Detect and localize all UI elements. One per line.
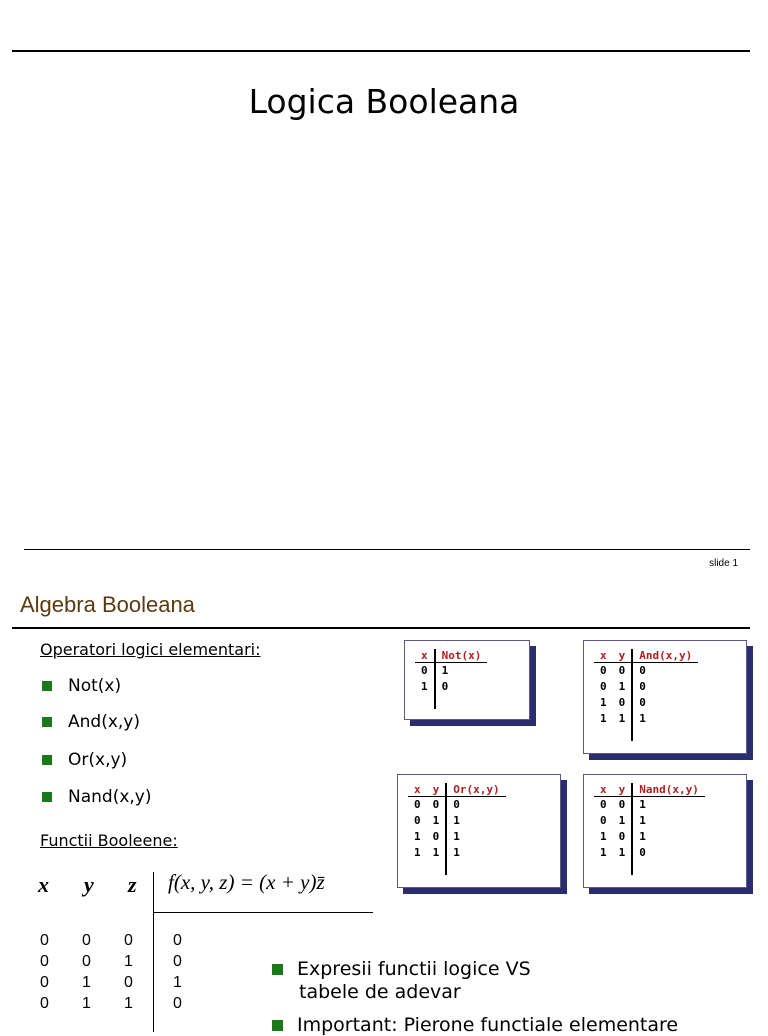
note-bullet bbox=[272, 958, 531, 980]
table-cell: 0 bbox=[173, 995, 182, 1012]
table-cell: 0 bbox=[435, 679, 488, 695]
table-header: y bbox=[613, 783, 633, 797]
table-cell: 0 bbox=[40, 995, 49, 1012]
table-header: And(x,y) bbox=[632, 649, 698, 663]
operator-item bbox=[42, 787, 152, 807]
table-cell: 1 bbox=[124, 953, 133, 970]
function-formula: f(x, y, z) = (x + y)z̄ bbox=[168, 870, 325, 894]
bullet-square-icon bbox=[42, 755, 52, 765]
column-header-z: z bbox=[128, 872, 137, 897]
table-cell: 1 bbox=[446, 845, 505, 861]
operator-label: And(x,y) bbox=[68, 712, 140, 732]
not-table bbox=[404, 640, 530, 720]
note-text: Expresii functii logice VS bbox=[297, 958, 531, 980]
table-cell: 0 bbox=[632, 679, 698, 695]
table-cell: 1 bbox=[600, 846, 607, 859]
table-cell: 0 bbox=[82, 953, 91, 970]
table-cell: 0 bbox=[600, 814, 607, 827]
bullet-square-icon bbox=[272, 1020, 283, 1031]
operator-label: Or(x,y) bbox=[68, 750, 128, 770]
slide2-title: Algebra Booleana bbox=[20, 592, 195, 617]
table-cell: 1 bbox=[618, 680, 626, 693]
bullet-square-icon bbox=[42, 681, 52, 691]
table-cell: 0 bbox=[124, 932, 133, 949]
table-cell: 1 bbox=[632, 797, 705, 814]
table-cell: 0 bbox=[600, 798, 607, 811]
table-cell: 1 bbox=[432, 814, 440, 827]
table-cell: 0 bbox=[632, 663, 698, 680]
table-header: x bbox=[594, 783, 613, 797]
table-cell: 0 bbox=[446, 797, 505, 814]
table-cell: 1 bbox=[632, 829, 705, 845]
operators-heading: Operatori logici elementari: bbox=[40, 640, 261, 659]
table-cell: 1 bbox=[600, 696, 607, 709]
table-header: x bbox=[594, 649, 613, 663]
table-cell: 0 bbox=[600, 680, 607, 693]
table-cell: 1 bbox=[446, 829, 505, 845]
slide1-title: Logica Booleana bbox=[248, 82, 520, 121]
table-cell: 0 bbox=[618, 664, 626, 677]
table-cell: 1 bbox=[435, 663, 488, 680]
table-cell: 1 bbox=[446, 813, 505, 829]
slide1-top-rule bbox=[12, 50, 750, 52]
bullet-square-icon bbox=[42, 792, 52, 802]
table-cell: 0 bbox=[82, 932, 91, 949]
table-cell: 1 bbox=[82, 974, 91, 991]
bullet-square-icon bbox=[272, 964, 283, 975]
table-cell: 1 bbox=[82, 995, 91, 1012]
table-cell: 0 bbox=[40, 932, 49, 949]
table-cell: 0 bbox=[124, 974, 133, 991]
operator-item bbox=[42, 712, 140, 732]
table-header: Nand(x,y) bbox=[632, 783, 705, 797]
table-cell: 0 bbox=[40, 953, 49, 970]
note-text-continued: tabele de adevar bbox=[299, 981, 461, 1003]
table-cell: 0 bbox=[40, 974, 49, 991]
table-cell: 1 bbox=[632, 813, 705, 829]
operator-item bbox=[42, 750, 127, 770]
column-header-y: y bbox=[84, 872, 94, 897]
table-cell: 0 bbox=[421, 664, 428, 677]
note-text: Important: Pierone functiale elementare bbox=[297, 1014, 679, 1036]
nand-table bbox=[583, 774, 747, 888]
table-cell: 0 bbox=[432, 798, 440, 811]
table-cell: 0 bbox=[632, 845, 705, 861]
table-cell: 0 bbox=[173, 932, 182, 949]
table-cell: 1 bbox=[124, 995, 133, 1012]
operator-item bbox=[42, 676, 121, 696]
column-header-x: x bbox=[38, 872, 49, 897]
bullet-square-icon bbox=[42, 717, 52, 727]
table-cell: 1 bbox=[414, 830, 421, 843]
formula-underline bbox=[153, 912, 373, 913]
table-cell: 0 bbox=[618, 830, 626, 843]
table-cell: 1 bbox=[618, 846, 626, 859]
table-cell: 0 bbox=[632, 695, 698, 711]
table-cell: 1 bbox=[618, 712, 626, 725]
slide-number: slide 1 bbox=[709, 558, 738, 569]
slide2-title-rule bbox=[12, 627, 750, 629]
slide1-bottom-rule bbox=[24, 549, 750, 550]
note-bullet bbox=[272, 1014, 678, 1036]
operator-label: Nand(x,y) bbox=[68, 787, 152, 807]
functions-heading: Functii Booleene: bbox=[40, 831, 178, 850]
table-header: Or(x,y) bbox=[446, 783, 505, 797]
table-cell: 1 bbox=[632, 711, 698, 727]
table-cell: 0 bbox=[414, 798, 421, 811]
operator-label: Not(x) bbox=[68, 676, 122, 696]
table-header: y bbox=[427, 783, 447, 797]
table-cell: 0 bbox=[432, 830, 440, 843]
table-header: y bbox=[613, 649, 633, 663]
table-header: x bbox=[415, 649, 435, 663]
or-table bbox=[397, 774, 561, 888]
table-header: Not(x) bbox=[435, 649, 488, 663]
table-cell: 0 bbox=[414, 814, 421, 827]
table-cell: 0 bbox=[618, 696, 626, 709]
table-divider bbox=[153, 872, 154, 1032]
table-cell: 0 bbox=[618, 798, 626, 811]
table-cell: 1 bbox=[173, 974, 182, 991]
table-cell: 1 bbox=[600, 830, 607, 843]
table-cell: 0 bbox=[600, 664, 607, 677]
table-cell: 0 bbox=[173, 953, 182, 970]
table-header: x bbox=[408, 783, 427, 797]
table-cell: 1 bbox=[432, 846, 440, 859]
and-table bbox=[583, 640, 747, 754]
table-cell: 1 bbox=[600, 712, 607, 725]
table-cell: 1 bbox=[414, 846, 421, 859]
table-cell: 1 bbox=[421, 680, 428, 693]
table-cell: 1 bbox=[618, 814, 626, 827]
